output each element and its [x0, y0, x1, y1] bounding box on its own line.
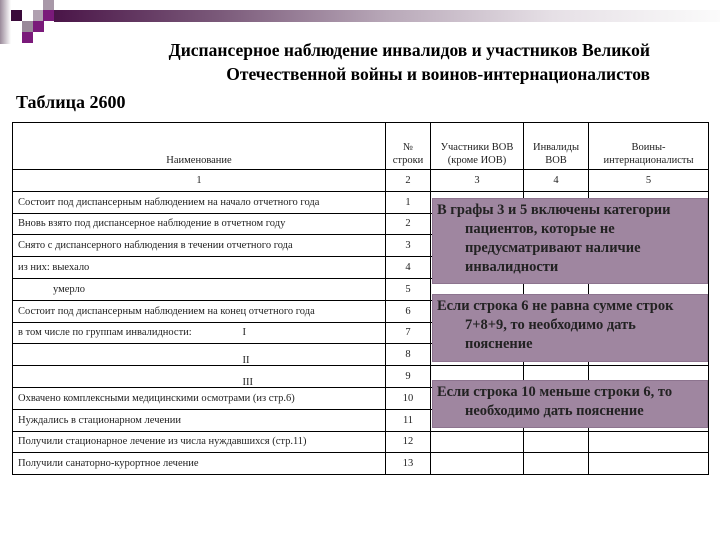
- col-number: 4: [524, 170, 589, 192]
- value-cell[interactable]: [589, 431, 709, 453]
- row-name-text: Нуждались в стационарном лечении: [18, 414, 181, 426]
- row-name: [13, 213, 386, 235]
- value-cell[interactable]: [431, 453, 524, 475]
- row-name-text: Состоит под диспансерным наблюдением на начало отчетного года: [18, 196, 320, 208]
- row-name-text: в том числе по группам инвалидности:: [18, 327, 192, 339]
- value-cell[interactable]: [589, 453, 709, 475]
- disability-group: I: [242, 327, 246, 339]
- row-name-text: из них: выехало: [18, 262, 90, 274]
- callout-note-1: [432, 198, 708, 284]
- row-name-text: Снято с диспансерного наблюдения в течении отчетного года: [18, 240, 293, 252]
- row-name: [13, 300, 386, 322]
- header-participants: Участники ВОВ (кроме ИОВ): [431, 123, 524, 170]
- row-number: 10: [386, 387, 431, 409]
- row-number: 7: [386, 322, 431, 344]
- row-name-text: Вновь взято под диспансерное наблюдение в отчетном году: [18, 218, 286, 230]
- value-cell[interactable]: [431, 431, 524, 453]
- row-name: [13, 278, 386, 300]
- row-name: [13, 453, 386, 475]
- callout-note-2: [432, 294, 708, 362]
- page-title: [60, 38, 650, 86]
- row-number: 2: [386, 213, 431, 235]
- row-name: [13, 431, 386, 453]
- table-row: [13, 431, 709, 453]
- row-name-text: умерло: [53, 283, 86, 295]
- header-name: Наименование: [13, 123, 386, 170]
- decor-square: [22, 32, 33, 43]
- row-name-text: Охвачено комплексными медицинскими осмотрами (из стр.6): [18, 392, 295, 404]
- row-name: [13, 344, 386, 366]
- title-line-2: Отечественной войны и воинов-интернационалистов: [226, 64, 650, 84]
- header-internationalists: Воины-интернационалисты: [589, 123, 709, 170]
- col-number: 2: [386, 170, 431, 192]
- row-number: 1: [386, 191, 431, 213]
- decor-bar: [54, 10, 720, 22]
- row-number: 11: [386, 409, 431, 431]
- header-row-number: № строки: [386, 123, 431, 170]
- col-number: 1: [13, 170, 386, 192]
- header-row: [13, 123, 709, 170]
- row-name: [13, 409, 386, 431]
- row-number: 6: [386, 300, 431, 322]
- col-number: 5: [589, 170, 709, 192]
- row-number: 12: [386, 431, 431, 453]
- row-number: 5: [386, 278, 431, 300]
- disability-group: II: [242, 354, 250, 366]
- row-name: [13, 322, 386, 344]
- row-name: [13, 366, 386, 388]
- decor-square: [43, 10, 54, 21]
- row-number: 8: [386, 344, 431, 366]
- disability-group: III: [242, 376, 253, 388]
- row-name-text: Получили стационарное лечение из числа нуждавшихся (стр.11): [18, 436, 307, 448]
- row-name: [13, 387, 386, 409]
- decor-strip: [0, 0, 11, 44]
- title-line-1: Диспансерное наблюдение инвалидов и участников Великой: [168, 40, 650, 60]
- row-name: [13, 235, 386, 257]
- callout-text: Если строка 6 не равна сумме строк 7+8+9, то необходимо дать пояснение: [437, 298, 674, 352]
- decor-square: [22, 21, 33, 32]
- table-label: Таблица 2600: [16, 92, 126, 112]
- row-name-text: Состоит под диспансерным наблюдением на конец отчетного года: [18, 305, 315, 317]
- decor-square: [33, 21, 44, 32]
- callout-text: В графы 3 и 5 включены категории пациентов, которые не предусматривают наличие инвалидности: [437, 202, 671, 275]
- value-cell[interactable]: [524, 453, 589, 475]
- value-cell[interactable]: [524, 431, 589, 453]
- decor-square: [11, 10, 22, 21]
- row-name: [13, 257, 386, 279]
- row-number: 9: [386, 366, 431, 388]
- header-invalids: Инвалиды ВОВ: [524, 123, 589, 170]
- column-number-row: [13, 170, 709, 192]
- row-number: 4: [386, 257, 431, 279]
- table-row: [13, 453, 709, 475]
- callout-text: Если строка 10 меньше строки 6, то необходимо дать пояснение: [437, 384, 673, 419]
- callout-note-3: [432, 380, 708, 428]
- row-number: 13: [386, 453, 431, 475]
- row-number: 3: [386, 235, 431, 257]
- row-name-text: Получили санаторно-курортное лечение: [18, 458, 199, 470]
- col-number: 3: [431, 170, 524, 192]
- row-name: [13, 191, 386, 213]
